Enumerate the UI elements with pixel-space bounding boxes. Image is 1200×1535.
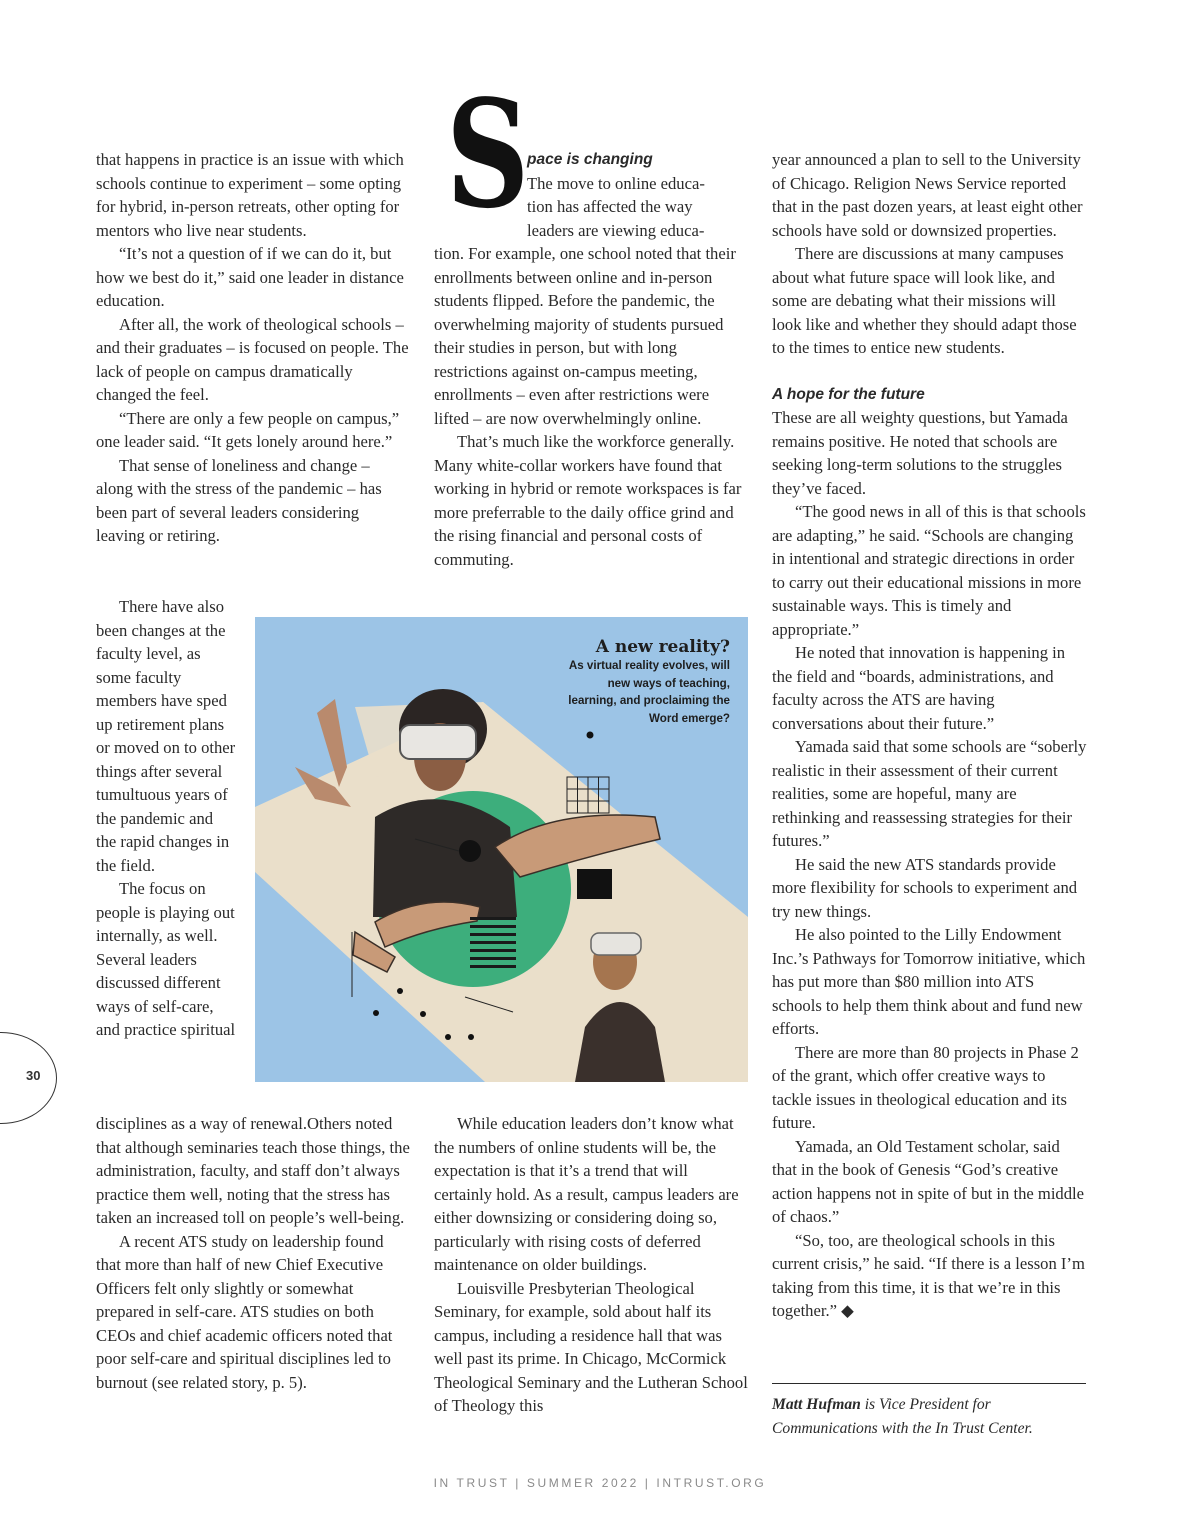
paragraph: Louisville Presbyterian Theological Seminary, for example, sold about half its campus, including a residence hall that was well past its prime. In Chicago, McCormick Theological Seminary and the Lutheran School of Theology this: [434, 1278, 748, 1415]
paragraph: “It’s not a question of if we can do it, but how we best do it,” said one leader in distance education.: [96, 244, 404, 310]
paragraph: That sense of loneliness and change – along with the stress of the pandemic – has been part of several leaders considering leaving or retiring.: [96, 455, 382, 545]
paragraph: disciplines as a way of renewal.Others noted that although seminaries teach those things, the administration, faculty, and staff don’t always practice them well, noting that the stress has taken an increased toll on people’s well-being.: [96, 1114, 410, 1227]
column-2-intro: [527, 148, 747, 242]
paragraph: tion. For example, one school noted that their enrollments between online and in-person students flipped. Before the pandemic, the overwhelming majority of students pursued their studies in person, but with long restrictions against on-campus meeting, enrollments – even after restrictions were lifted – are now overwhelmingly online.: [434, 244, 736, 428]
paragraph-text: “So, too, are theological schools in this current crisis,” he said. “If there is a lesson I’m taking from this time, it is that we’re in this together.”: [772, 1230, 1085, 1320]
paragraph: “There are only a few people on campus,” one leader said. “It gets lonely around here.”: [96, 408, 400, 451]
paragraph: The focus on people is playing out internally, as well. Several leaders discussed different ways of self-care, and practice spiritual: [96, 879, 236, 1039]
paragraph: year announced a plan to sell to the University of Chicago. Religion News Service reported that in the past dozen years, at least eight other schools have sold or downsized properties.: [772, 150, 1083, 240]
paragraph: There are discussions at many campuses about what future space will look like, and some are debating what their missions will look like and whether they should adapt those to the times to entice new students.: [772, 244, 1077, 357]
column-1: [96, 148, 410, 548]
paragraph: There are more than 80 projects in Phase 2 of the grant, which offer creative ways to tackle issues in theological education and its future.: [772, 1042, 1079, 1132]
paragraph: Yamada said that some schools are “soberly realistic in their assessment of their current realities, some are hopeful, many are rethinking and reassessing strategies for their futures.”: [772, 737, 1087, 850]
paragraph: He said the new ATS standards provide more flexibility for schools to experiment and try new things.: [772, 854, 1078, 921]
paragraph: After all, the work of theological schools – and their graduates – is focused on people. The lack of people on campus dramatically changed the feel.: [96, 314, 409, 404]
section-subhead: pace is changing: [527, 151, 653, 168]
vr-illustration: [255, 617, 748, 1082]
column-1-narrow: [96, 595, 236, 1042]
column-2: [434, 242, 748, 571]
author-bio-text: is Vice President for Communications with the In Trust Center.: [772, 1396, 1033, 1437]
page-footer: IN TRUST | SUMMER 2022 | INTRUST.ORG: [433, 1476, 767, 1490]
paragraph: Yamada, an Old Testament scholar, said that in the book of Genesis “God’s creative action happens not in spite of but in the middle of chaos.”: [772, 1136, 1084, 1226]
paragraph: [772, 1229, 1088, 1323]
text-line: leaders are viewing educa-: [527, 220, 705, 240]
drop-cap: S: [446, 67, 530, 241]
bio-divider: [772, 1383, 1086, 1384]
caption-body: As virtual reality evolves, will new ways of teaching, learning, and proclaiming the Word emerge?: [568, 659, 730, 725]
paragraph: “The good news in all of this is that schools are adapting,” he said. “Schools are changing in intentional and strategic directions in order to carry out their educational missions in more sustainable ways. This is timely and appropriate.”: [772, 502, 1086, 639]
text-line: The move to online educa-: [527, 173, 705, 193]
column-1-bottom: [96, 1112, 410, 1394]
end-mark: ◆: [841, 1301, 854, 1320]
text-line: tion has affected the way: [527, 197, 693, 216]
author-name: Matt Hufman: [772, 1396, 861, 1413]
paragraph: He also pointed to the Lilly Endowment Inc.’s Pathways for Tomorrow initiative, which has put more than $80 million into ATS schools to help them think about and fund new efforts.: [772, 925, 1086, 1038]
paragraph: that happens in practice is an issue with which schools continue to experiment – some opting for hybrid, in-person retreats, other opting for mentors who live near students.: [96, 150, 404, 240]
paragraph: He noted that innovation is happening in the field and “boards, administrations, and faculty across the ATS are having conversations about their future.”: [772, 643, 1066, 733]
paragraph: A recent ATS study on leadership found that more than half of new Chief Executive Officers felt only slightly or somewhat prepared in self-care. ATS studies on both CEOs and chief academic officers noted that poor self-care and spiritual disciplines led to burnout (see related story, p. 5).: [96, 1231, 393, 1392]
column-3: [772, 148, 1088, 1323]
author-bio: [772, 1393, 1088, 1440]
section-subhead: A hope for the future: [772, 385, 925, 403]
paragraph: While education leaders don’t know what the numbers of online students will be, the expectation is that it’s a trend that will certainly hold. As a result, campus leaders are either downsizing or considering doing so, particularly with rising costs of deferred maintenance on older buildings.: [434, 1114, 739, 1274]
illustration-caption: [560, 637, 730, 727]
page-number: 30: [26, 1068, 41, 1083]
column-2-bottom: [434, 1112, 750, 1418]
caption-title: A new reality?: [595, 637, 730, 657]
paragraph: There have also been changes at the faculty level, as some faculty members have sped up retirement plans or moved on to other things after several tumultuous years of the pandemic and the rapid changes in the field.: [96, 597, 236, 875]
paragraph: That’s much like the workforce generally. Many white-collar workers have found that working in hybrid or remote workspaces is far more preferrable to the daily office grind and the rising financial and personal costs of commuting.: [434, 432, 742, 569]
paragraph: These are all weighty questions, but Yamada remains positive. He noted that schools are seeking long-term solutions to the struggles they’ve faced.: [772, 408, 1068, 498]
